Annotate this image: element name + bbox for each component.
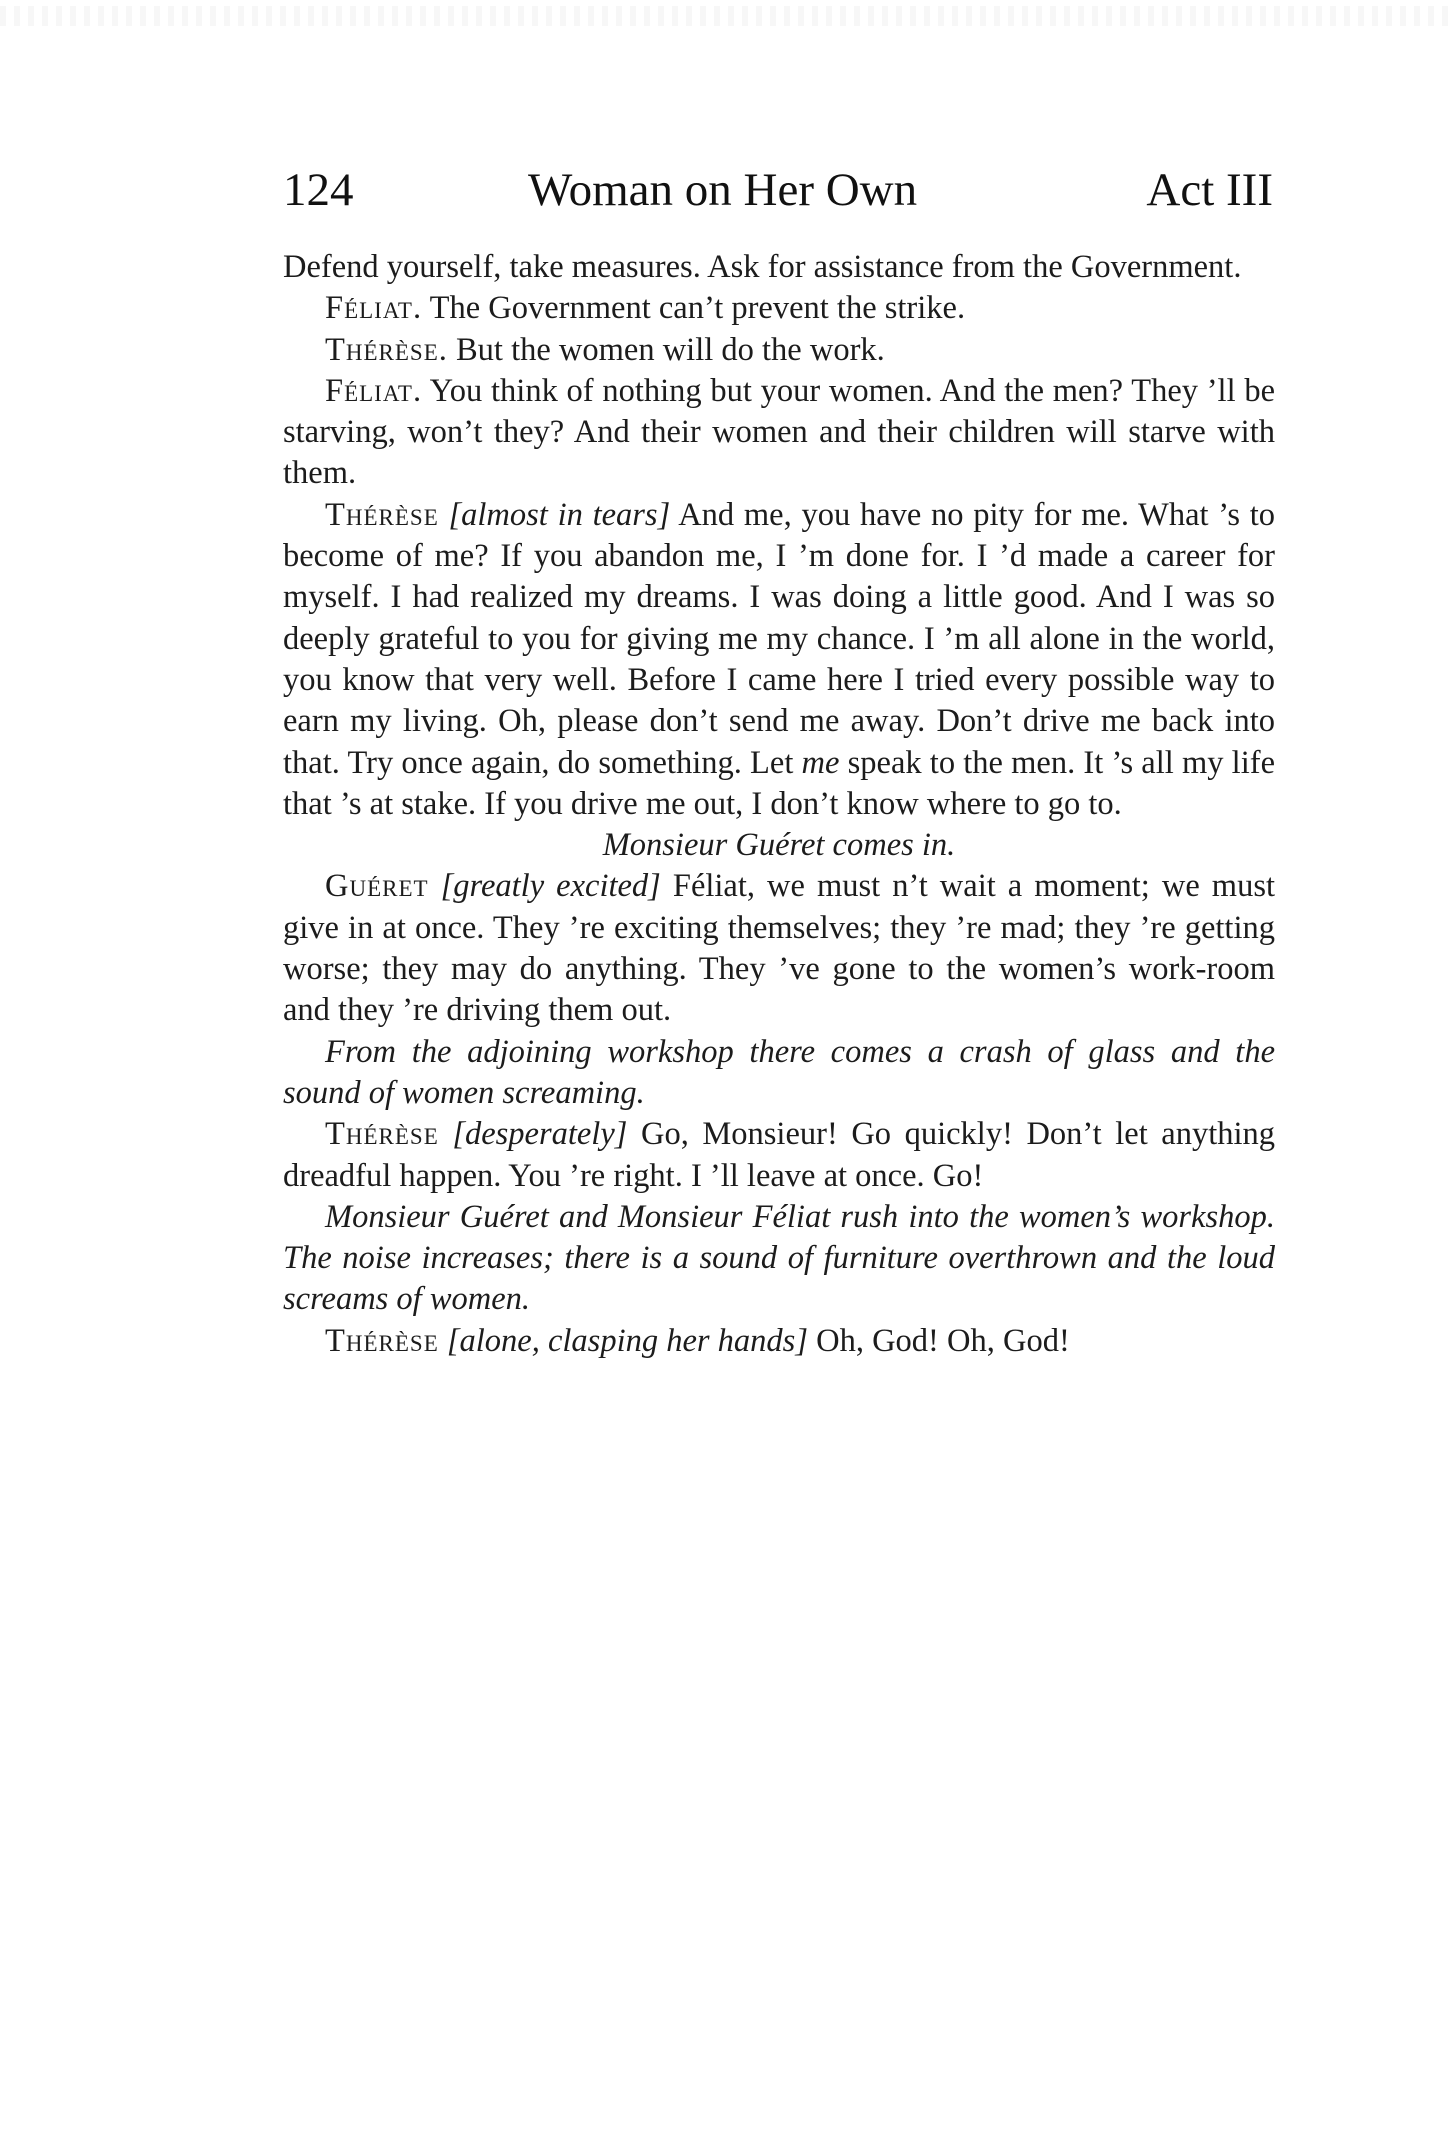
- stage-direction-paragraph: Monsieur Guéret and Monsieur Féliat rush into the women’s workshop. The noise increases; there is a sound of furniture overthrown and the loud screams of women.: [283, 1198, 1275, 1318]
- paragraph: Defend yourself, take measures. Ask for assistance from the Government.: [283, 249, 1242, 285]
- paragraph: [283, 371, 1275, 495]
- speaker-name: Féliat.: [325, 290, 423, 327]
- body-text: [283, 247, 1275, 1362]
- speaker-name: Thérèse: [325, 496, 439, 533]
- dialogue-text: Oh, God! Oh, God!: [816, 1322, 1070, 1359]
- speaker-name: Féliat.: [325, 372, 423, 409]
- stage-direction-centered: Monsieur Guéret comes in.: [602, 827, 956, 864]
- stage-direction: [alone, clasping her hands]: [446, 1322, 808, 1359]
- stage-direction: [desperately]: [452, 1116, 628, 1153]
- stage-direction-paragraph: From the adjoining workshop there comes a crash of glass and the sound of women screaming.: [283, 1033, 1275, 1111]
- emphasis: me: [801, 744, 840, 781]
- running-header: [283, 160, 1273, 220]
- dialogue-text: And me, you have no pity for me. What ’s to become of me? If you abandon me, I ’m done for. I ’d made a career for myself. I had realized my dreams. I was doing a little good. And I was so deeply grateful to you for giving me my chance. I ’m all alone in the world, you know that very well. Before I came here I tried every possible way to earn my living. Oh, please don’t send me away. Don’t drive me back into that. Try once again, do something. Let: [283, 496, 1275, 781]
- dialogue-text: Go, Monsieur! Go quickly! Don’t let anything dreadful happen. You ’re right. I ’ll leave at once. Go!: [283, 1116, 1276, 1194]
- dialogue-text-continued: speak to the men. It ’s all my life that ’s at stake. If you drive me out, I don’t know where to go to.: [283, 744, 1275, 822]
- speaker-name: Thérèse: [325, 1116, 439, 1153]
- speaker-name: Thérèse.: [325, 331, 448, 368]
- dialogue-text: You think of nothing but your women. And the men? They ’ll be starving, won’t they? And their women and their children will starve with them.: [283, 372, 1275, 492]
- paragraph: [283, 1321, 1275, 1362]
- paragraph: [283, 1114, 1275, 1197]
- stage-direction: [greatly excited]: [440, 868, 661, 905]
- book-title: Woman on Her Own: [528, 164, 918, 216]
- paragraph: [283, 288, 1275, 329]
- paragraph: [283, 866, 1275, 1031]
- act-label: Act III: [1146, 164, 1273, 216]
- page-number: 124: [283, 164, 354, 216]
- stage-direction: [almost in tears]: [448, 496, 671, 533]
- speaker-name: Thérèse: [325, 1322, 439, 1359]
- paragraph: [283, 330, 1275, 371]
- scan-artifact: [0, 6, 1455, 26]
- speaker-name: Guéret: [325, 868, 429, 905]
- dialogue-text: The Government can’t prevent the strike.: [429, 290, 966, 327]
- dialogue-text: But the women will do the work.: [456, 331, 885, 368]
- dialogue-text: Féliat, we must n’t wait a moment; we must give in at once. They ’re exciting themselves; they ’re mad; they ’re getting worse; they may do anything. They ’ve gone to the women’s work-room and they ’re driving them out.: [283, 868, 1276, 1029]
- paragraph: [283, 495, 1275, 825]
